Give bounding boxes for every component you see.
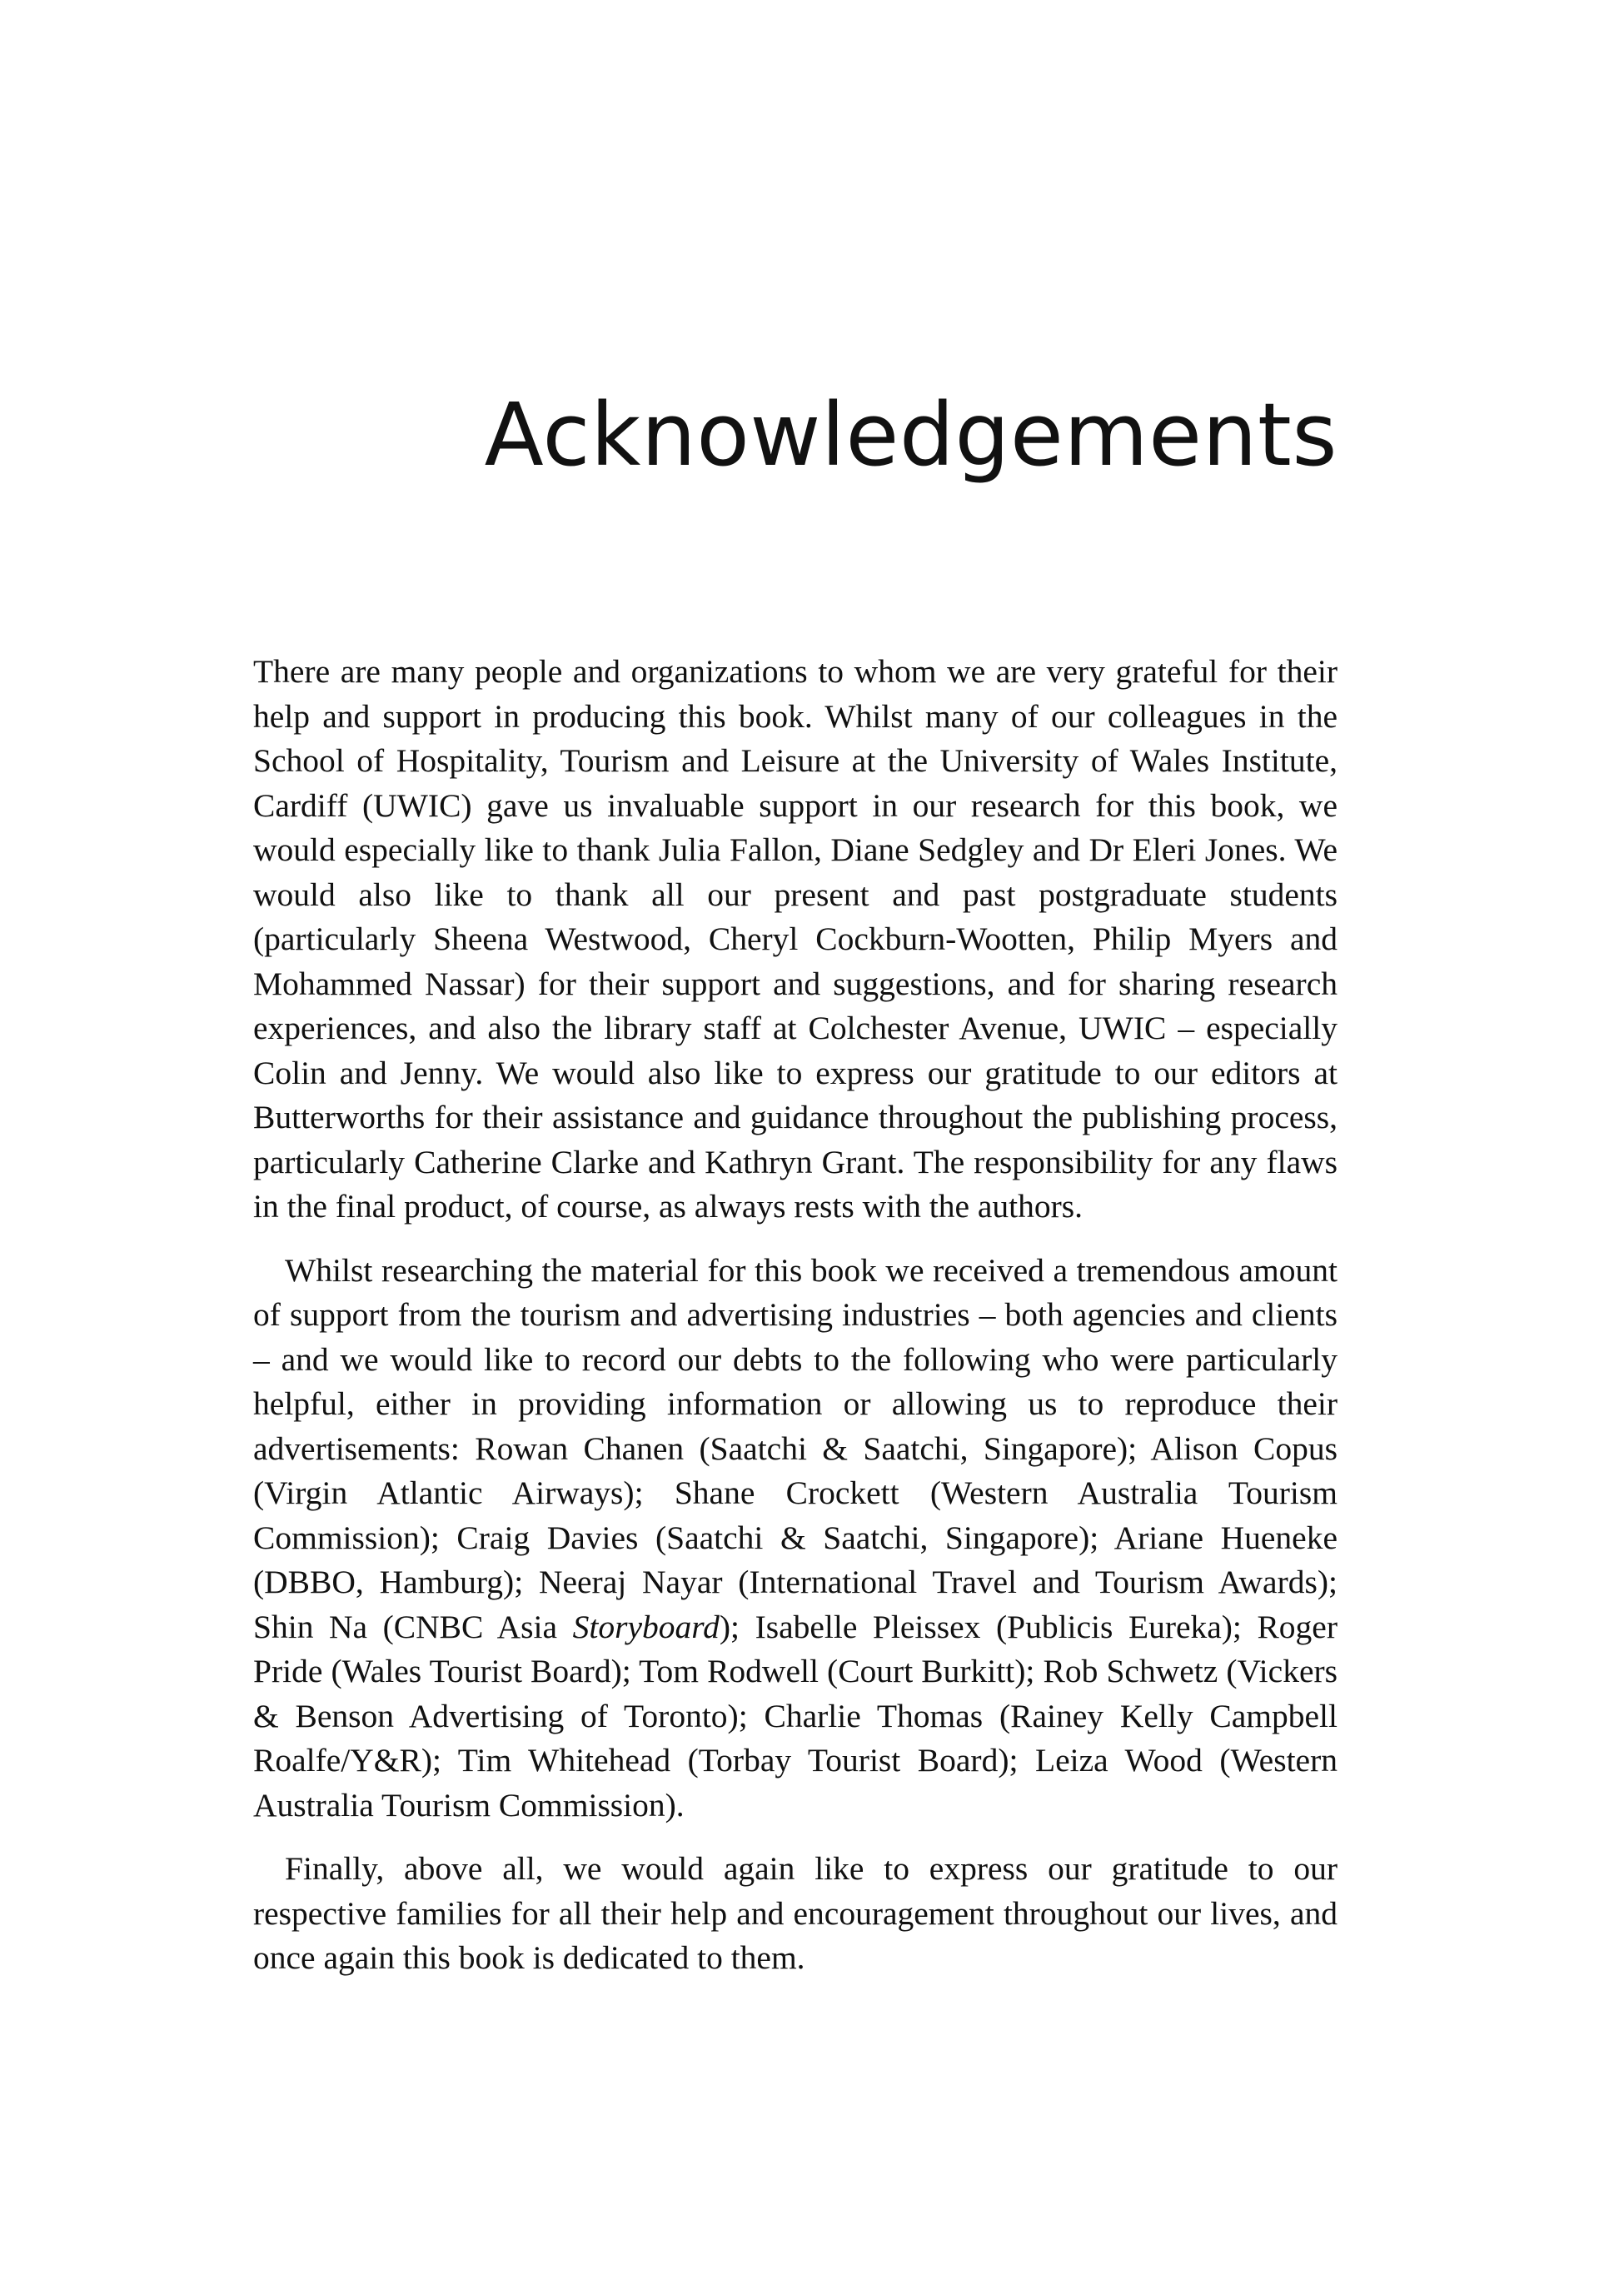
paragraph-2-text-end: ); Isabelle Pleissex (Publicis Eureka); Roger Pride (Wales Tourist Board); Tom Rodwell (Court Burkitt); Rob Schwetz (Vickers & Benson Advertising of Toronto); Charlie Thomas (Rainey Kelly Campbell Roalfe/Y&R); Tim Whitehead (Torbay Tourist Board); Leiza Wood (Western Australia Tourism Commission). [253,1608,1338,1824]
paragraph-3: Finally, above all, we would again like to express our gratitude to our respective families for all their help and encouragement throughout our lives, and once again this book is dedicated to them. [253,1850,1338,1976]
paragraph-2 [253,1249,1338,1829]
acknowledgements-body [253,650,1338,1981]
storyboard-italic-title: Storyboard [572,1608,720,1645]
paragraph-2-text-start: Whilst researching the material for this book we received a tremendous amount of support from the tourism and advertising industries – both agencies and clients – and we would like to record our debts to the following who were particularly helpful, either in providing information or allowing us to reproduce their advertisements: Rowan Chanen (Saatchi & Saatchi, Singapore); Alison Copus (Virgin Atlantic Airways); Shane Crockett (Western Australia Tourism Commission); Craig Davies (Saatchi & Saatchi, Singapore); Ariane Hueneke (DBBO, Hamburg); Neeraj Nayar (International Travel and Tourism Awards); Shin Na (CNBC Asia [253,1251,1338,1645]
paragraph-1: There are many people and organizations to whom we are very grateful for their help and support in producing this book. Whilst many of our colleagues in the School of Hospitality, Tourism and Leisure at the University of Wales Institute, Cardiff (UWIC) gave us invaluable support in our research for this book, we would especially like to thank Julia Fallon, Diane Sedgley and Dr Eleri Jones. We would also like to thank all our present and past postgraduate students (particularly Sheena Westwood, Cheryl Cockburn-Wootten, Philip Myers and Mohammed Nassar) for their support and suggestions, and for sharing research experiences, and also the library staff at Colchester Avenue, UWIC – especially Colin and Jenny. We would also like to express our gratitude to our editors at Butterworths for their assistance and guidance throughout the publishing process, particularly Catherine Clarke and Kathryn Grant. The responsibility for any flaws in the final product, of course, as always rests with the authors. [253,653,1338,1225]
page-title: Acknowledgements [484,384,1338,486]
